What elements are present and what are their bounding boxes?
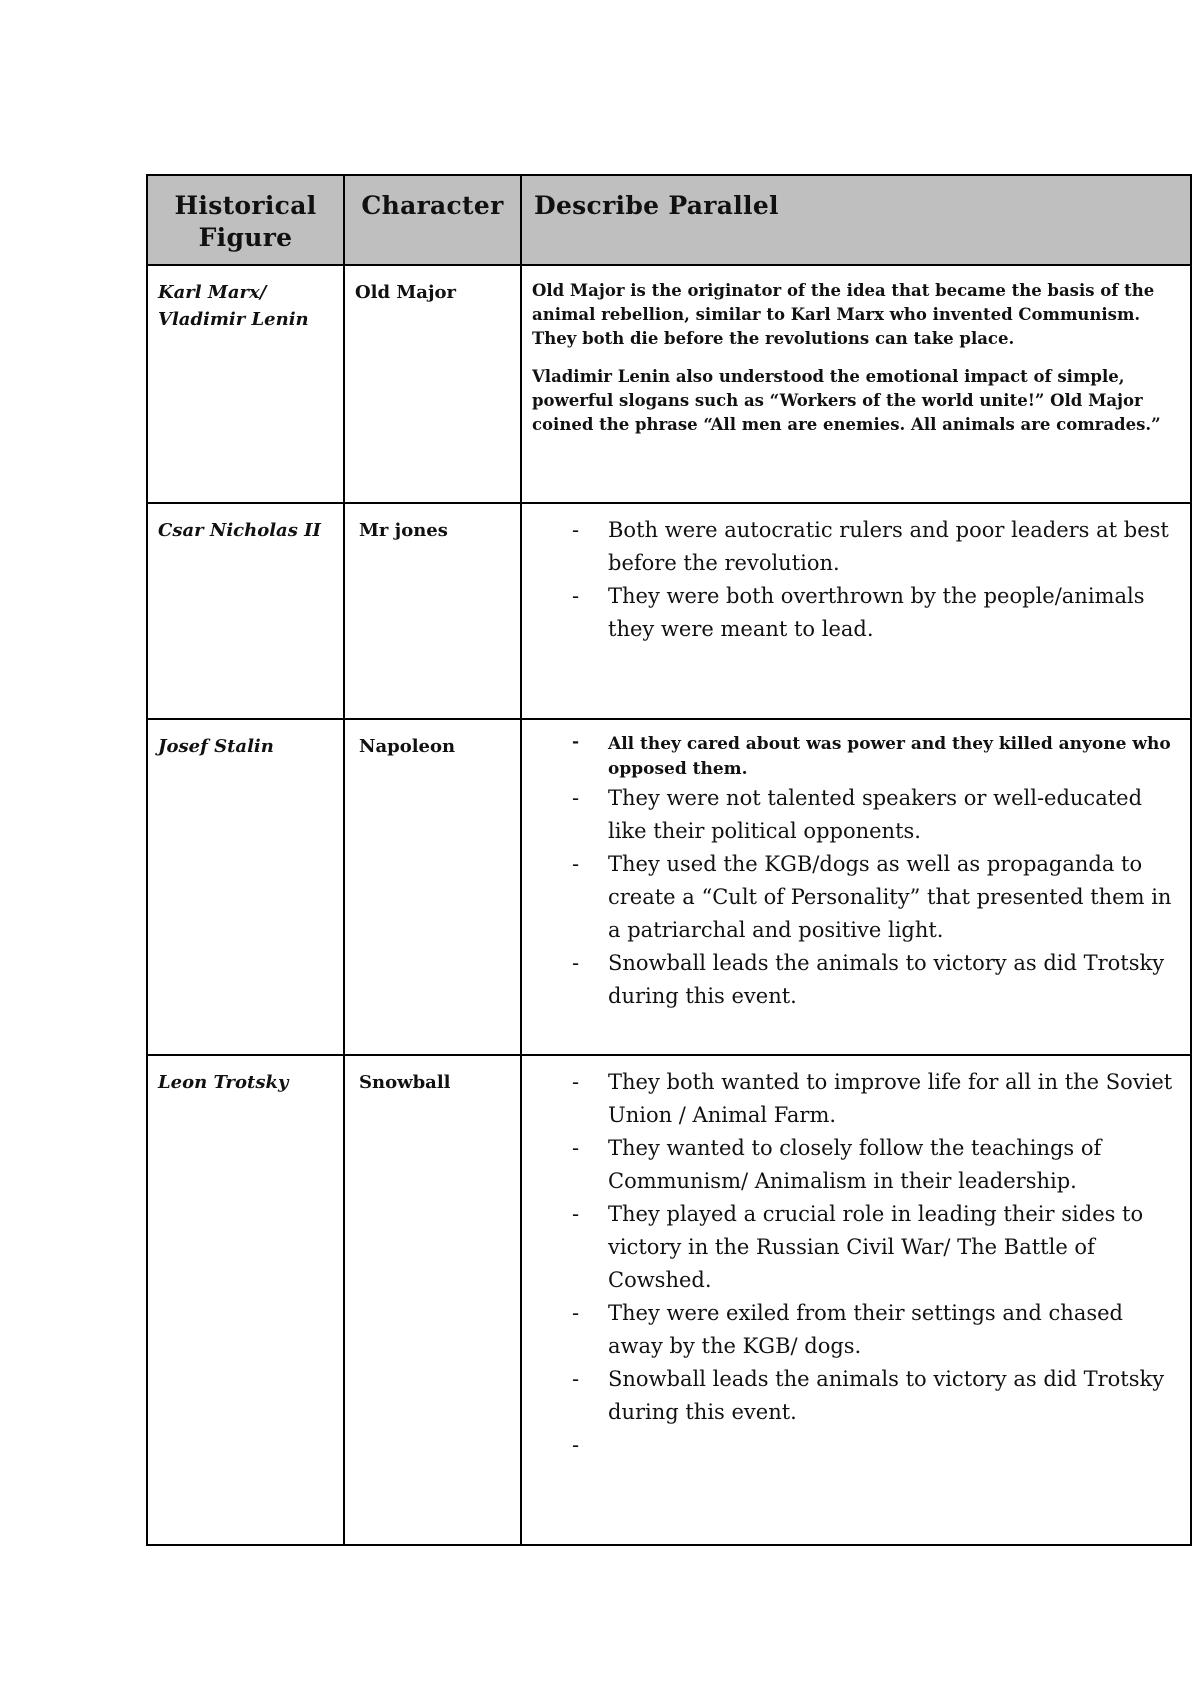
bullet-dash: - [572,951,580,975]
header-historical-figure-label: Historical Figure [174,191,317,252]
character-cell: Old Major [344,265,521,503]
bullet-text: They used the KGB/dogs as well as propaganda to create a “Cult of Personality” that presented them in a patriarchal and positive light. [608,852,1172,942]
parallel-paragraph: Old Major is the originator of the idea that became the basis of the animal rebellion, similar to Karl Marx who invented Communism. They both die before the revolutions can take place. [532,281,1155,348]
table-row [147,719,1191,1055]
bullet-text: They were not talented speakers or well-educated like their political opponents. [608,786,1143,843]
bullet-dash: - [572,852,580,876]
list-item [572,1363,1180,1429]
historical-figure-cell: Csar Nicholas II [147,503,344,719]
list-item [572,1132,1180,1198]
bullet-dash: - [572,1301,580,1325]
list-item [572,1297,1180,1363]
historical-figure-cell: Leon Trotsky [147,1055,344,1545]
bullet-dash: - [572,1433,580,1457]
list-item [572,947,1180,1013]
header-describe-parallel [521,175,1191,265]
list-item [572,580,1180,646]
parallel-bullet-list [522,504,1190,646]
bullet-dash: - [572,786,580,810]
header-row [147,175,1191,265]
table-row [147,265,1191,503]
table-row [147,1055,1191,1545]
character-cell: Mr jones [344,503,521,719]
bullet-dash: - [572,584,580,608]
parallel-paragraph: Vladimir Lenin also understood the emotional impact of simple, powerful slogans such as “Workers of the world unite!” Old Major coined the phrase “All men are enemies. All animals are comrades.” [532,367,1161,434]
bullet-dash: - [572,518,580,542]
bullet-text: All they cared about was power and they killed anyone who opposed them. [608,734,1171,779]
bullet-dash: - [572,1070,580,1094]
header-character [344,175,521,265]
parallels-table [146,174,1192,1546]
header-historical-figure [147,175,344,265]
bullet-text: Snowball leads the animals to victory as did Trotsky during this event. [608,951,1165,1008]
historical-figure-cell: Josef Stalin [147,719,344,1055]
bullet-text: They both wanted to improve life for all in the Soviet Union / Animal Farm. [608,1070,1173,1127]
character-cell: Napoleon [344,719,521,1055]
parallel-bullet-list [522,720,1190,1013]
header-character-label: Character [361,191,504,220]
table-row [147,503,1191,719]
bullet-text: They were exiled from their settings and chased away by the KGB/ dogs. [608,1301,1123,1358]
bullet-text: Both were autocratic rulers and poor leaders at best before the revolution. [608,518,1169,575]
parallel-cell [521,265,1191,503]
bullet-text: They played a crucial role in leading their sides to victory in the Russian Civil War/ The Battle of Cowshed. [608,1202,1144,1292]
list-item [572,514,1180,580]
character-cell: Snowball [344,1055,521,1545]
bullet-dash: - [572,732,580,752]
list-item [572,782,1180,848]
bullet-dash: - [572,1202,580,1226]
list-item [572,1429,1180,1462]
bullet-text: They were both overthrown by the people/animals they were meant to lead. [608,584,1145,641]
bullet-dash: - [572,1136,580,1160]
parallel-bullet-list [522,1056,1190,1462]
parallel-cell [521,719,1191,1055]
historical-figure-cell: Karl Marx/ Vladimir Lenin [147,265,344,503]
header-describe-parallel-label: Describe Parallel [534,191,779,220]
bullet-dash: - [572,1367,580,1391]
parallel-cell [521,503,1191,719]
parallel-cell [521,1055,1191,1545]
bullet-text: They wanted to closely follow the teachings of Communism/ Animalism in their leadership. [608,1136,1102,1193]
list-item [572,1066,1180,1132]
list-item [572,1198,1180,1297]
list-item [572,730,1180,782]
list-item [572,848,1180,947]
bullet-text: Snowball leads the animals to victory as did Trotsky during this event. [608,1367,1165,1424]
